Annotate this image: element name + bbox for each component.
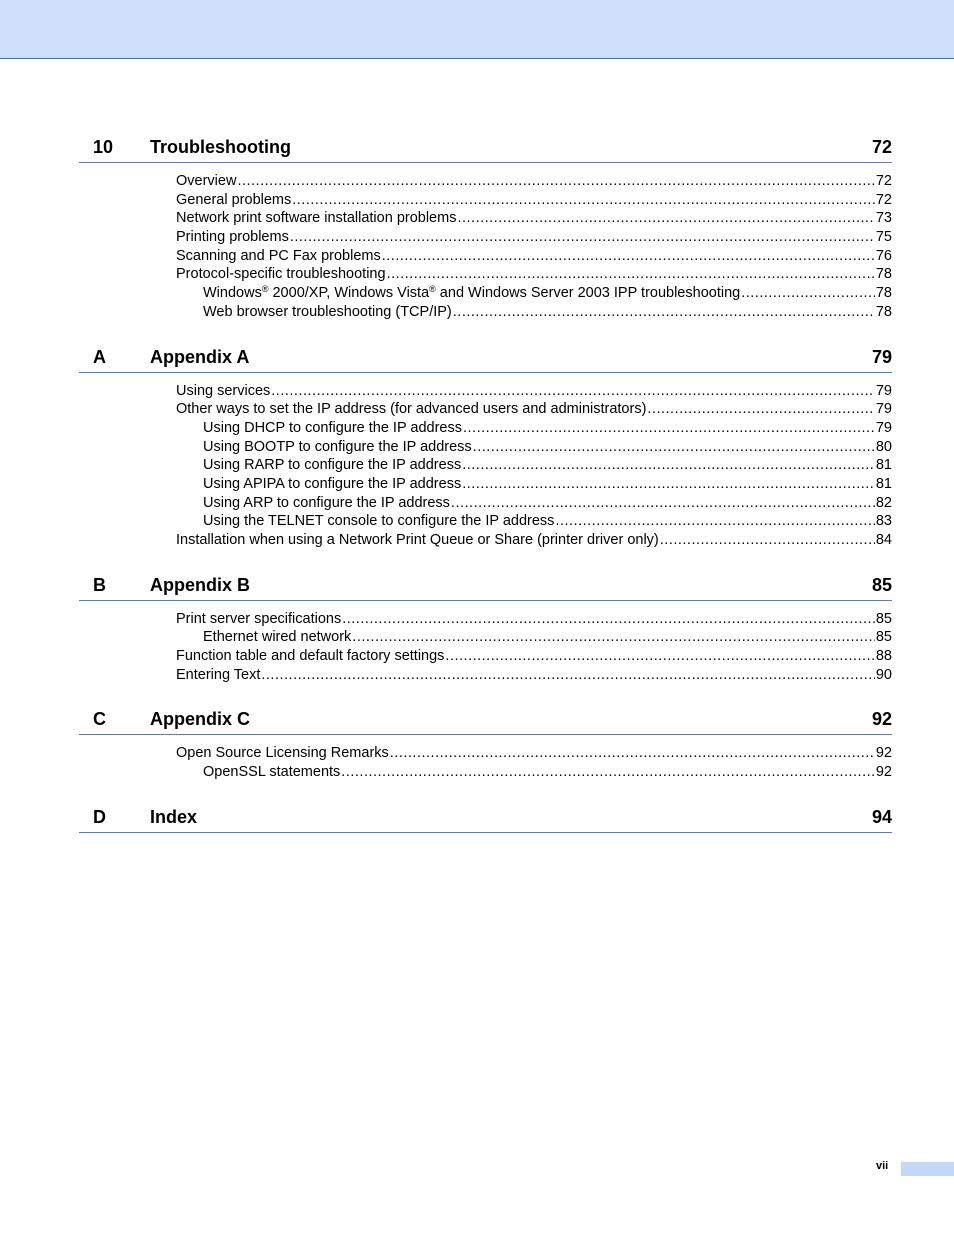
entry-page: 73 [875, 210, 892, 227]
toc-entry[interactable] [79, 531, 892, 550]
dot-leader [382, 247, 875, 266]
chapter-title: Index [150, 806, 198, 827]
chapter-heading[interactable] [79, 572, 892, 601]
dot-leader [741, 284, 875, 303]
chapter-heading[interactable] [79, 706, 892, 735]
toc-entry[interactable] [79, 209, 892, 228]
entry-page: 85 [875, 610, 892, 627]
toc-entry[interactable] [79, 228, 892, 247]
chapter-heading[interactable] [79, 134, 892, 163]
chapter-heading[interactable] [79, 344, 892, 373]
entry-title: Web browser troubleshooting (TCP/IP) [203, 303, 452, 320]
entry-page: 92 [875, 745, 892, 762]
toc-entry[interactable] [79, 419, 892, 438]
entry-page: 82 [875, 494, 892, 511]
chapter-page: 85 [871, 574, 892, 595]
dot-leader [387, 265, 875, 284]
chapter-page: 92 [871, 709, 892, 730]
dot-leader [555, 512, 874, 531]
entry-page: 85 [875, 629, 892, 646]
entry-title: Using the TELNET console to configure the IP address [203, 513, 555, 530]
entry-title: Ethernet wired network [203, 629, 352, 646]
toc-entry[interactable] [79, 382, 892, 401]
dot-leader [271, 382, 875, 401]
entry-title: Installation when using a Network Print Queue or Share (printer driver only) [176, 532, 659, 548]
dot-leader [463, 419, 875, 438]
chapter-number: C [93, 709, 106, 730]
entry-page: 76 [875, 247, 892, 264]
entry-title: Using services [176, 382, 271, 399]
dot-leader [660, 531, 875, 550]
toc-entry[interactable] [79, 400, 892, 419]
toc-chapter-a [79, 344, 892, 550]
toc-chapter-10 [79, 134, 892, 322]
chapter-page: 94 [871, 806, 892, 827]
entry-page: 81 [875, 475, 892, 492]
chapter-number: 10 [93, 137, 114, 157]
entry-page: 78 [875, 285, 892, 302]
toc-entry[interactable] [79, 647, 892, 666]
dot-leader [453, 303, 875, 322]
toc-entry[interactable] [79, 744, 892, 763]
chapter-page: 72 [871, 137, 892, 157]
entry-title: Print server specifications [176, 610, 342, 627]
entry-page: 84 [875, 532, 892, 548]
entry-page: 81 [875, 457, 892, 474]
entry-page: 72 [875, 173, 892, 189]
entry-title: Using ARP to configure the IP address [203, 494, 450, 511]
entry-page: 79 [875, 382, 892, 399]
entry-title: Other ways to set the IP address (for advanced users and administrators) [176, 401, 647, 418]
chapter-page: 79 [871, 346, 892, 367]
dot-leader [647, 400, 874, 419]
dot-leader [261, 666, 874, 685]
toc-entry[interactable] [79, 438, 892, 457]
registered-mark: ® [261, 284, 269, 295]
entry-page: 83 [875, 513, 892, 530]
dot-leader [473, 438, 875, 457]
entry-title: Using DHCP to configure the IP address [203, 419, 462, 436]
entry-title: Printing problems [176, 229, 289, 246]
dot-leader [292, 191, 875, 210]
toc-entry[interactable] [79, 610, 892, 629]
toc-chapter-c [79, 706, 892, 781]
toc-entry[interactable] [79, 475, 892, 494]
toc-entry[interactable] [79, 284, 892, 303]
entry-title: Entering Text [176, 666, 261, 683]
entry-title: Windows® 2000/XP, Windows Vista® and Windows Server 2003 IPP troubleshooting [203, 284, 741, 302]
chapter-title: Appendix C [150, 709, 251, 730]
entry-page: 79 [875, 401, 892, 418]
header-band [0, 0, 954, 59]
entry-page: 90 [875, 666, 892, 683]
entry-title: Network print software installation problems [176, 210, 457, 227]
chapter-title: Appendix A [150, 346, 250, 367]
entry-title: OpenSSL statements [203, 764, 341, 781]
dot-leader [462, 456, 875, 475]
toc-entry[interactable] [79, 512, 892, 531]
toc-entry[interactable] [79, 494, 892, 513]
table-of-contents [79, 134, 892, 833]
toc-chapter-d [79, 804, 892, 833]
entry-title: Function table and default factory settings [176, 648, 445, 665]
page-number: vii [876, 1160, 889, 1172]
entry-page: 79 [875, 419, 892, 436]
toc-entry[interactable] [79, 628, 892, 647]
toc-entry[interactable] [79, 172, 892, 191]
entry-title: Using RARP to configure the IP address [203, 457, 462, 474]
toc-entry[interactable] [79, 191, 892, 210]
entry-title: General problems [176, 191, 292, 208]
dot-leader [352, 628, 875, 647]
dot-leader [390, 744, 875, 763]
dot-leader [457, 209, 874, 228]
dot-leader [341, 763, 875, 782]
toc-entry[interactable] [79, 303, 892, 322]
chapter-title: Appendix B [150, 574, 251, 595]
registered-mark: ® [429, 284, 436, 295]
dot-leader [342, 610, 875, 629]
entry-title: Scanning and PC Fax problems [176, 247, 381, 264]
entry-page: 75 [875, 229, 892, 246]
entry-title: Using BOOTP to configure the IP address [203, 438, 472, 455]
chapter-heading[interactable] [79, 804, 892, 833]
toc-entry[interactable] [79, 763, 892, 782]
entry-title: Using APIPA to configure the IP address [203, 475, 462, 492]
footer-tab [901, 1162, 954, 1176]
chapter-title: Troubleshooting [150, 137, 291, 157]
dot-leader [462, 475, 875, 494]
toc-entry[interactable] [79, 265, 892, 284]
entry-title: Protocol-specific troubleshooting [176, 266, 386, 283]
entry-page: 78 [875, 266, 892, 283]
entry-page: 78 [875, 303, 892, 320]
entry-page: 72 [875, 191, 892, 208]
dot-leader [445, 647, 874, 666]
chapter-number: A [93, 346, 106, 367]
toc-entry[interactable] [79, 666, 892, 685]
toc-chapter-b [79, 572, 892, 685]
dot-leader [451, 494, 875, 513]
entry-title: Open Source Licensing Remarks [176, 745, 389, 762]
entry-page: 88 [875, 648, 892, 665]
dot-leader [290, 228, 875, 247]
toc-entry[interactable] [79, 247, 892, 266]
entry-page: 80 [875, 438, 892, 455]
chapter-number: B [93, 574, 106, 595]
dot-leader [237, 172, 874, 191]
toc-entry[interactable] [79, 456, 892, 475]
chapter-number: D [93, 806, 106, 827]
entry-title: Overview [176, 173, 237, 189]
entry-page: 92 [875, 764, 892, 781]
